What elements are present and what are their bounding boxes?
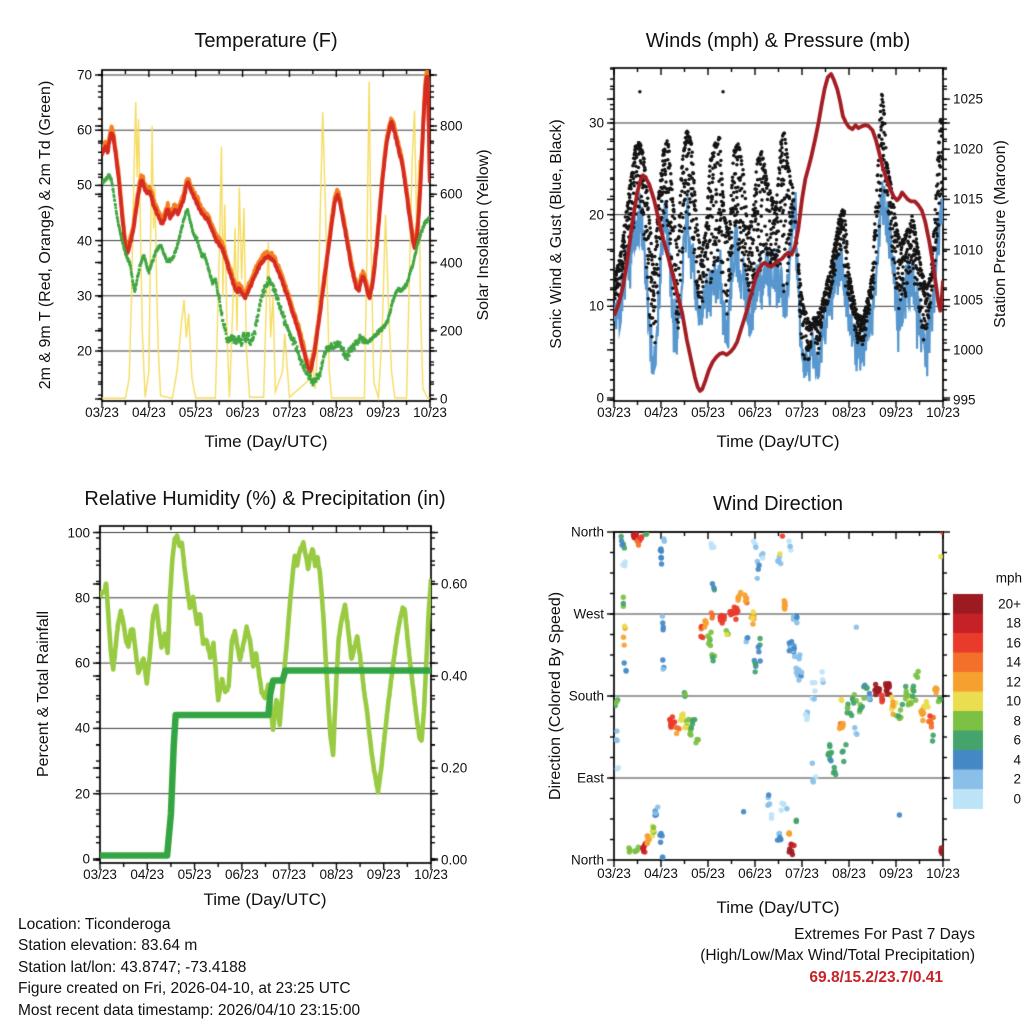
direction-x-axis-label: Time (Day/UTC)	[716, 898, 840, 917]
humidity-left-axis-label: Percent & Total Rainfall	[35, 610, 52, 778]
y-tick-label: 800	[440, 118, 463, 134]
y-tick-label: 600	[440, 186, 463, 202]
most-recent-data-timestamp: Most recent data timestamp: 2026/04/10 23:15:00	[18, 1001, 361, 1019]
colorbar-tick-label: 2	[1013, 771, 1021, 787]
colorbar-tick-label: 14	[1005, 654, 1021, 670]
x-tick-label: 06/23	[738, 405, 772, 420]
x-tick-label: 10/23	[926, 866, 960, 881]
extremes-subtitle: (High/Low/Max Wind/Total Precipitation)	[700, 947, 975, 965]
x-tick-label: 07/23	[272, 867, 307, 882]
y-tick-label: 1020	[953, 141, 984, 157]
direction-tick-label: East	[576, 770, 604, 786]
x-tick-label: 07/23	[785, 866, 819, 881]
colorbar-tick-label: 12	[1005, 674, 1021, 690]
temperature-x-axis-label: Time (Day/UTC)	[204, 432, 328, 451]
x-tick-label: 09/23	[366, 405, 401, 420]
direction-tick-label: North	[570, 524, 604, 540]
extremes-block	[700, 924, 975, 988]
x-tick-label: 08/23	[832, 866, 866, 881]
direction-tick-label: North	[570, 852, 604, 868]
x-tick-label: 08/23	[319, 405, 354, 420]
x-tick-label: 07/23	[785, 405, 819, 420]
y-tick-label: 1010	[953, 242, 984, 258]
y-tick-label: 100	[67, 525, 90, 540]
extremes-values: 69.8/15.2/23.7/0.41	[809, 968, 943, 986]
figure-created-timestamp: Figure created on Fri, 2026-04-10, at 23:25 UTC	[18, 980, 351, 998]
colorbar-title: mph	[995, 570, 1022, 586]
direction-tick-label: South	[568, 688, 604, 704]
x-tick-label: 09/23	[879, 405, 913, 420]
x-tick-label: 10/23	[413, 405, 447, 420]
y-tick-label: 0.40	[441, 668, 468, 684]
x-tick-label: 03/23	[597, 866, 631, 881]
x-tick-label: 05/23	[177, 867, 212, 882]
station-info-block	[18, 914, 360, 1021]
x-tick-label: 06/23	[738, 866, 772, 881]
y-tick-label: 0	[596, 390, 604, 406]
y-tick-label: 60	[76, 122, 92, 138]
solar-right-axis-label: Solar Insolation (Yellow)	[475, 149, 492, 321]
y-tick-label: 80	[74, 590, 90, 606]
colorbar-tick-label: 20+	[998, 596, 1021, 612]
y-tick-label: 30	[588, 115, 604, 131]
y-tick-label: 10	[588, 298, 604, 314]
x-tick-label: 10/23	[926, 405, 960, 420]
x-tick-label: 05/23	[691, 405, 725, 420]
colorbar-tick-label: 16	[1005, 635, 1021, 651]
x-tick-label: 03/23	[83, 867, 117, 882]
x-tick-label: 05/23	[178, 405, 213, 420]
colorbar-tick-label: 4	[1013, 752, 1021, 768]
x-tick-label: 10/23	[414, 867, 448, 882]
x-tick-label: 05/23	[691, 866, 725, 881]
x-tick-label: 03/23	[85, 405, 119, 420]
wind-direction-chart-title: Wind Direction	[712, 493, 844, 515]
y-tick-label: 400	[440, 255, 463, 270]
y-tick-label: 1025	[953, 91, 984, 107]
x-tick-label: 06/23	[224, 867, 259, 882]
station-location: Location: Ticonderoga	[18, 916, 171, 933]
y-tick-label: 40	[74, 720, 90, 736]
temperature-left-axis-label: 2m & 9m T (Red, Orange) & 2m Td (Green)	[37, 80, 54, 390]
colorbar-tick-label: 18	[1005, 615, 1021, 631]
y-tick-label: 70	[76, 67, 92, 83]
y-tick-label: 1015	[953, 191, 984, 207]
x-tick-label: 04/23	[131, 405, 166, 420]
winds-x-axis-label: Time (Day/UTC)	[716, 432, 840, 451]
temperature-chart-title: Temperature (F)	[194, 30, 338, 52]
y-tick-label: 200	[440, 323, 463, 339]
x-tick-label: 03/23	[597, 405, 631, 420]
y-tick-label: 20	[588, 207, 604, 223]
x-tick-label: 08/23	[832, 405, 866, 420]
y-tick-label: 0.00	[441, 852, 468, 868]
x-tick-label: 08/23	[319, 867, 354, 882]
y-tick-label: 0.60	[441, 576, 468, 592]
colorbar-tick-label: 6	[1013, 732, 1021, 748]
x-tick-label: 09/23	[366, 867, 401, 882]
y-tick-label: 0	[440, 391, 448, 407]
colorbar-tick-label: 10	[1005, 693, 1021, 709]
y-tick-label: 1000	[953, 342, 984, 358]
y-tick-label: 50	[76, 177, 92, 193]
x-tick-label: 04/23	[644, 405, 678, 420]
y-tick-label: 1005	[953, 292, 984, 308]
winds-pressure-chart-title: Winds (mph) & Pressure (mb)	[645, 30, 911, 52]
x-tick-label: 04/23	[644, 866, 678, 881]
x-tick-label: 06/23	[225, 405, 260, 420]
y-tick-label: 30	[76, 288, 92, 304]
direction-left-axis-label: Direction (Colored By Speed)	[547, 591, 564, 801]
humidity-precip-chart-title: Relative Humidity (%) & Precipitation (in)	[84, 488, 446, 510]
y-tick-label: 40	[76, 233, 92, 249]
x-tick-label: 04/23	[130, 867, 165, 882]
direction-tick-label: West	[573, 606, 604, 622]
station-elevation: Station elevation: 83.64 m	[18, 937, 198, 955]
extremes-title: Extremes For Past 7 Days	[794, 926, 975, 943]
pressure-right-axis-label: Station Pressure (Maroon)	[992, 140, 1009, 328]
x-tick-label: 07/23	[272, 405, 307, 420]
y-tick-label: 995	[953, 392, 976, 408]
colorbar-tick-label: 0	[1013, 791, 1021, 807]
colorbar-tick-label: 8	[1013, 713, 1021, 729]
y-tick-label: 20	[76, 343, 92, 359]
humidity-x-axis-label: Time (Day/UTC)	[203, 890, 327, 909]
station-latlon: Station lat/lon: 43.8747; -73.4188	[18, 958, 247, 976]
wind-left-axis-label: Sonic Wind & Gust (Blue, Black)	[548, 119, 565, 349]
y-tick-label: 60	[74, 655, 90, 671]
x-tick-label: 09/23	[879, 866, 913, 881]
y-tick-label: 20	[74, 786, 90, 802]
y-tick-label: 0	[82, 851, 90, 867]
y-tick-label: 0.20	[441, 760, 468, 776]
